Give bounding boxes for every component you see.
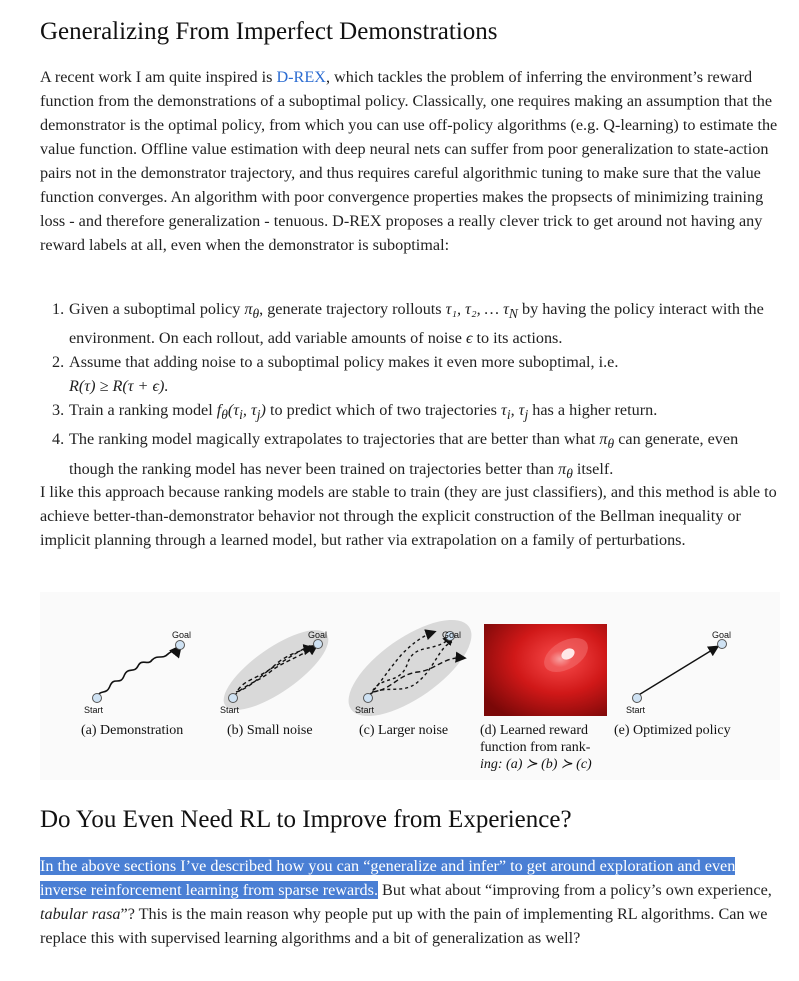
- drex-steps-list: [0, 297, 780, 486]
- start-label: Start: [84, 705, 104, 715]
- goal-point: [718, 640, 727, 649]
- math-epsilon: ϵ: [465, 329, 473, 348]
- start-point: [364, 694, 373, 703]
- caption-learned-reward: (d) Learned reward function from rank- ing: (a) ≻ (b) ≻ (c): [480, 723, 592, 772]
- list-number: 1.: [52, 300, 65, 318]
- list-text: The ranking model magically extrapolates to trajectories that are better than what: [69, 430, 600, 449]
- approach-paragraph: I like this approach because ranking models are stable to train (they are just classifiers), and this method is able to achieve better-than-demonstrator behavior not through the explicit construction of the Bellman inequality or implicit planning through a learned model, but rather via extrapolation on a family of perturbations.: [40, 483, 777, 549]
- section-title-rl-experience: Do You Even Need RL to Improve from Experience?: [40, 806, 572, 833]
- list-item: [0, 350, 780, 398]
- math-ranking-model: $f_\theta(\tau_i$, $\tau_j$): [216, 401, 266, 423]
- list-text: Train a ranking model: [69, 401, 217, 420]
- drex-link[interactable]: D-REX: [276, 68, 326, 86]
- goal-label: Goal: [308, 630, 328, 640]
- panel-learned-reward: [484, 624, 607, 716]
- start-label: Start: [220, 705, 240, 715]
- caption-optimized-policy: (e) Optimized policy: [614, 723, 731, 738]
- math-reward-inequality: R(τ) ≥ R(τ + ϵ).: [69, 377, 169, 396]
- drex-figure-diagram: [40, 592, 780, 780]
- reward-heatmap: [484, 624, 607, 716]
- drex-figure: [40, 592, 780, 780]
- goal-label: Goal: [172, 630, 192, 640]
- start-point: [633, 694, 642, 703]
- list-text: can generate, even though the ranking model has never been trained on trajectories better than: [69, 430, 739, 478]
- section-title-generalizing: Generalizing From Imperfect Demonstrations: [40, 18, 498, 45]
- intro-text-before-link: A recent work I am quite inspired is: [40, 68, 277, 86]
- caption-small-noise: (b) Small noise: [227, 723, 313, 738]
- demo-trajectory: [97, 647, 180, 698]
- math-tau-pair: $\tau_i$, $\tau_j$: [501, 401, 529, 423]
- panel-demonstration: [84, 630, 191, 715]
- list-number: 4.: [52, 430, 65, 449]
- start-label: Start: [626, 705, 646, 715]
- list-text: Given a suboptimal policy: [69, 300, 245, 318]
- math-pi-theta: $\pi_\theta$: [558, 459, 573, 481]
- list-text: Assume that adding noise to a suboptimal policy makes it even more suboptimal, i.e.: [69, 353, 619, 372]
- math-pi-theta: $\pi_\theta$: [599, 430, 615, 452]
- intro-text-after-link: , which tackles the problem of inferring the environment’s reward function from the demonstrations of a suboptimal policy. Classically, one requires making an assumption that the demonstrator is the optimal policy, from which you can use off-policy algorithms (e.g. Q-learning) to estimate the value function. Offline value estimation with deep neural nets can suffer from poor generalization to state-action pairs not in the demonstrator trajectory, and thus requires careful algorithmic tuning to make sure that the value function converges. An algorithm with poor convergence properties makes the propsects of minimizing training loss - and therefore generalization - tenuous. D-REX proposes a really clever trick to get around not having any reward labels at all, even when the demonstrator is suboptimal:: [40, 68, 778, 254]
- list-text: to predict which of two trajectories: [265, 401, 502, 420]
- math-pi-theta: $\pi_\theta$: [244, 300, 260, 322]
- paragraph-text: ”? This is the main reason why people put up with the pain of implementing RL algorithms. Can we replace this with supervised learning algorithms and a bit of generalization as well?: [40, 905, 768, 947]
- panel-optimized-policy: [626, 630, 731, 715]
- list-item: [0, 398, 780, 427]
- start-label: Start: [355, 705, 375, 715]
- selected-text-highlight[interactable]: In the above sections I’ve described how you can “generalize and infer” to get around exploration and even inverse reinforcement learning from sparse rewards.: [40, 857, 736, 899]
- math-rollouts: τ₁, τ₂, … $\tau_N$: [445, 300, 518, 322]
- list-text: has a higher return.: [528, 401, 658, 420]
- optimized-trajectory: [637, 647, 717, 696]
- panel-small-noise: [213, 616, 340, 723]
- paragraph-text: But what about “improving from a policy’s own experience,: [378, 881, 772, 899]
- list-item: [0, 427, 780, 485]
- intro-paragraph: [40, 65, 780, 257]
- goal-point: [176, 641, 185, 650]
- goal-label: Goal: [712, 630, 732, 640]
- panel-larger-noise: [334, 602, 486, 734]
- caption-larger-noise: (c) Larger noise: [359, 723, 449, 738]
- goal-point: [314, 640, 323, 649]
- list-text: by having the policy interact with the environment. On each rollout, add variable amounts of noise: [69, 300, 764, 348]
- rl-paragraph: [40, 854, 780, 950]
- list-number: 3.: [52, 401, 65, 420]
- caption-demonstration: (a) Demonstration: [81, 723, 184, 738]
- list-item: [0, 297, 780, 350]
- list-text: , generate trajectory rollouts: [259, 300, 446, 318]
- start-point: [93, 694, 102, 703]
- tabular-rasa-text: tabular rasa: [40, 905, 121, 923]
- list-text: to its actions.: [472, 329, 563, 348]
- list-text: itself.: [572, 459, 614, 478]
- start-point: [229, 694, 238, 703]
- list-number: 2.: [52, 353, 65, 372]
- goal-label: Goal: [442, 630, 462, 640]
